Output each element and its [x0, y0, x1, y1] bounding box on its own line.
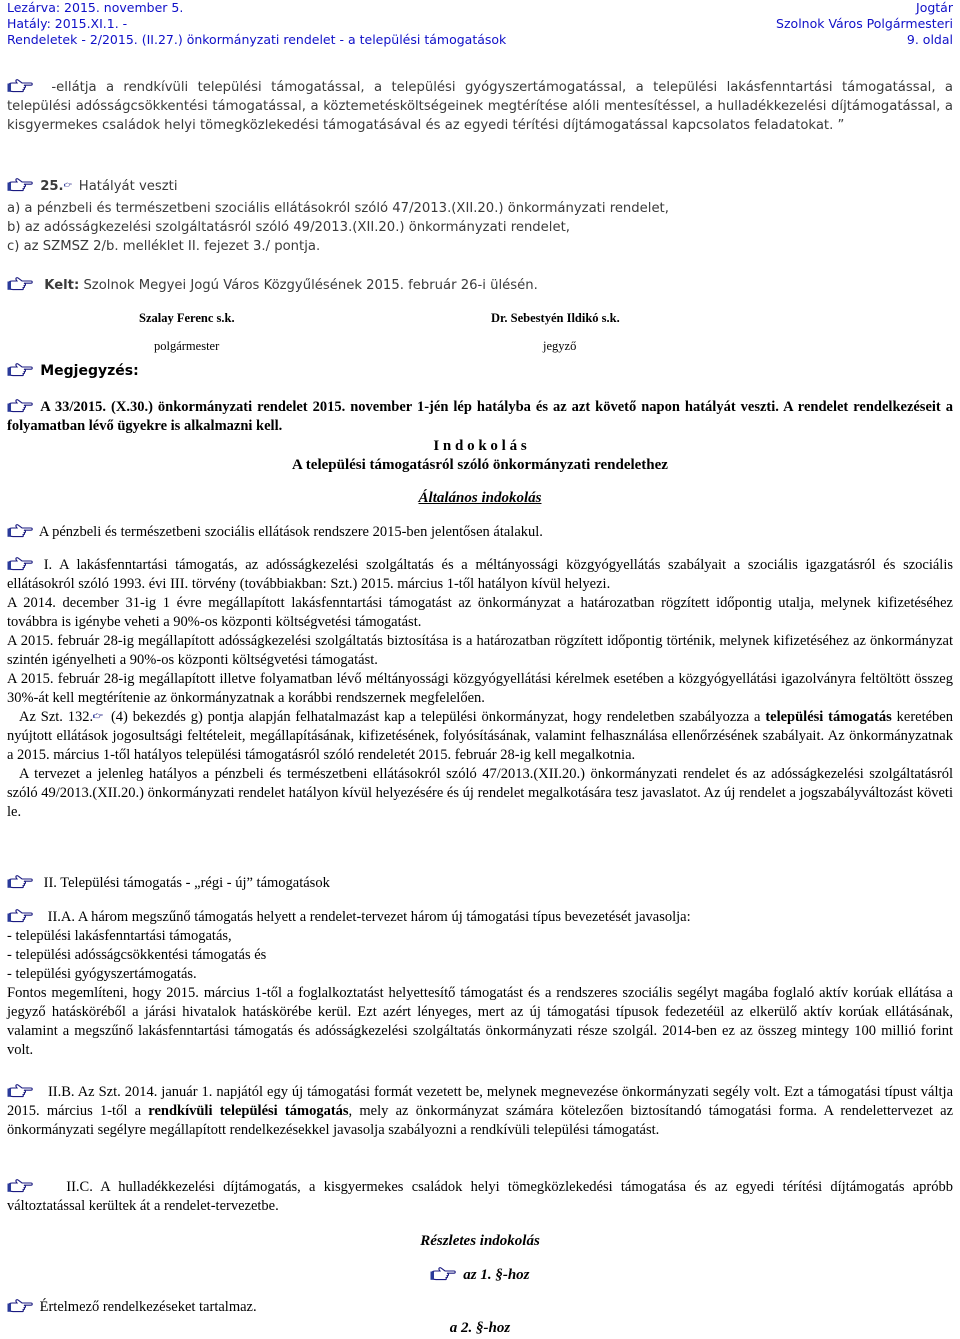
header-issuer: Szolnok Város Polgármesteri: [776, 16, 953, 31]
indokolas-title: I n d o k o l á s: [433, 438, 527, 454]
section-25-text: Hatályát veszti: [78, 179, 178, 194]
hand-pointer-icon[interactable]: [7, 556, 33, 571]
signature-2-title: jegyző: [543, 339, 577, 353]
hand-pointer-icon[interactable]: [7, 908, 33, 923]
indokolas-subtitle: A települési támogatásról szóló önkormányzati rendelethez: [292, 457, 668, 473]
link-icon[interactable]: [93, 708, 103, 723]
tervezet-paragraph: A tervezet a jelenleg hatályos a pénzbeli és természetbeni ellátásokról szóló 47/2013.(XII.20.) önkormányzati rendelet és az adósságkezelési szolgáltatásról szóló 49/2013.(XII.20.) önkormányzati rendelet hatályon kívül helyezésére és új rendelet megalkotására tesz javaslatot. Az új rendelet a jogszabályváltozást követi le.: [7, 766, 953, 820]
section-IIA-item: - települési lakásfenntartási támogatás,: [7, 928, 232, 944]
section-I-p2: A 2014. december 31-ig 1 évre megállapított lakásfenntartási támogatást az önkormányzat a határozatban rögzített időpontig utalja, melynek kifizetéséhez továbbra is igénybe veheti a 90%-os központi költségvetési támogatást.: [7, 595, 953, 630]
az-1-heading: az 1. §-hoz: [7, 1266, 953, 1285]
hand-pointer-icon[interactable]: [430, 1266, 456, 1281]
szt132-paragraph: Az Szt. 132. (4) bekezdés g) pontja alapján felhatalmazást kap a települési önkormányzat, hogy rendeletben szabályozza a települési támogatás keretében nyújtott ellátások jogosultsági feltételeit, megállapításának, kifizetésének, folyósításának, valamint felhasználása ellenőrzésének szabályait. Az önkormányzatnak a 2015. március 1-től hatályos települési támogatásról szóló rendeletét 2015. február 28-ig kell megalkotnia.: [7, 709, 953, 763]
section-25-item-c: c) az SZMSZ 2/b. melléklet II. fejezet 3./ pontja.: [7, 239, 321, 254]
signature-1-title: polgármester: [154, 339, 220, 353]
ertelmezo-paragraph: Értelmező rendelkezéseket tartalmaz.: [7, 1298, 953, 1317]
kelt-line: [7, 276, 953, 295]
section-25: [7, 177, 953, 256]
header-lezarva: Lezárva: 2015. november 5.: [7, 0, 184, 15]
section-IIA: II.A. A három megszűnő támogatás helyett a rendelet-tervezet három új támogatási típus bevezetését javasolja: - települési lakásfenntartási támogatás, - települési adósságcsökkentési támogatás és - települési gyógyszertámogatás. Fontos megemlíteni, hogy 2015. március 1-től a foglalkoztatást helyettesítő támogatást és a rendszeres szociális segélyt magába foglaló aktív korúak ellátása a jegyző hatásköréből a járási hivatalok hatáskörébe kerül. Ezt azért lényeges, mert az új támogatási típusok fedezetéül az elkerülő aktív korúak ellátásának, valamint a megszűnő lakásfenntartási támogatás és adósságkezelési szolgáltatás önkormányzati része szolgál. 2014-ben ez az összeg mintegy 100 millió forint volt.: [7, 909, 953, 1058]
hand-pointer-icon[interactable]: [7, 362, 33, 377]
header-left: [7, 0, 506, 48]
kelt-text: Szolnok Megyei Jogú Város Közgyűlésének 2015. február 26-i ülésén.: [83, 278, 538, 293]
kelt-label: Kelt:: [44, 278, 80, 293]
section-I: I. A lakásfenntartási támogatás, az adósságkezelési szolgáltatás és a méltányossági közgyógyellátás szabályait a szociális igazgatásról és szociális ellátásokról szóló 1993. évi III. törvény (továbbiakban: Szt.) 2015. március 1-től hatályon kívül helyezi. A 2014. december 31-ig 1 évre megállapított lakásfenntartási támogatást az önkormányzat a határozatban rögzített időpontig utalja, melynek kifizetéséhez továbbra is igénybe veheti a 90%-os központi költségvetési támogatást. A 2015. február 28-ig megállapított adósságkezelési szolgáltatás biztosítása is a határozatban rögzített időpontig történik, melynek kifizetéséhez az önkormányzat szintén igényelheti a 90%-os központi költségvetési támogatást. A 2015. február 28-ig megállapított illetve folyamatban lévő méltányossági közgyógyellátási kérelmek esetében a közgyógyellátási igazolványra feltöltött összeg 30%-át kell megtérítenie az önkormányzatnak a korábbi rendszernek megfelelően. Az Szt. 132. (4) bekezdés g) pontja alapján felhatalmazást kap a települési önkormányzat, hogy rendeletben szabályozza a települési támogatás keretében nyújtott ellátások jogosultsági feltételeit, megállapításának, kifizetésének, folyósításának, valamint felhasználása ellenőrzésének szabályait. Az önkormányzatnak a 2015. március 1-től hatályos települési támogatásról szóló rendeletét 2015. február 28-ig kell megalkotnia. A tervezet a jelenleg hatályos a pénzbeli és természetbeni ellátásokról szóló 47/2013.(XII.20.) önkormányzati rendelet és az adósságkezelési szolgáltatásról szóló 49/2013.(XII.20.) önkormányzati rendelet hatályon kívül helyezésére és új rendelet megalkotására tesz javaslatot. Az új rendelet a jogszabályváltozást követi le.: [7, 557, 953, 820]
link-icon[interactable]: [64, 177, 72, 192]
header-right: [776, 0, 953, 48]
page-header: [7, 0, 953, 48]
section-IIB: II.B. Az Szt. 2014. január 1. napjától egy új támogatási formát vezetett be, melynek megnevezése önkormányzati segély volt. Ezt a támogatási típust váltja 2015. március 1-től a rendkívüli települési támogatás, mely az önkormányzat számára kötelezően biztosítandó támogatási forma. A rendelettervezet az önkormányzati segélyre megállapított rendelkezésekkel javasolja szabályozni a rendkívüli települési támogatást.: [7, 1084, 954, 1138]
altalanos-paragraph: A pénzbeli és természetbeni szociális ellátások rendszere 2015-ben jelentősen átalakul.: [7, 523, 953, 542]
hand-pointer-icon[interactable]: [7, 1178, 33, 1193]
hand-pointer-icon[interactable]: [7, 276, 33, 291]
signature-2-name: Dr. Sebestyén Ildikó s.k.: [491, 311, 620, 325]
section-II-title: II. Települési támogatás - „régi - új” támogatások: [7, 874, 953, 893]
megjegyzes-line: [7, 362, 953, 381]
intro-paragraph: -ellátja a rendkívüli települési támogatással, a települési gyógyszertámogatással, a települési lakásfenntartási támogatással, a települési adósságcsökkentési támogatással, a köztemetésköltségeinek megtérítése alóli mentesítéssel, a hulladékkezelési díjtámogatással, a kisgyermekes családok helyi tömegközlekedési támogatásával és az egyedi térítési díjtámogatással kapcsolatos feladatokat. ”: [7, 80, 953, 133]
hand-pointer-icon[interactable]: [7, 398, 33, 413]
section-25-item-b: b) az adósságkezelési szolgáltatásról szóló 49/2013.(XII.20.) önkormányzati rendelet,: [7, 220, 570, 235]
section-25-number: 25.: [40, 179, 64, 194]
hand-pointer-icon[interactable]: [7, 78, 33, 93]
hand-pointer-icon[interactable]: [7, 177, 33, 192]
section-IIA-paragraph: Fontos megemlíteni, hogy 2015. március 1-től a foglalkoztatást helyettesítő támogatást és a rendszeres szociális segélyt magába foglaló aktív korúak ellátása a jegyző hatásköréből a járási hivatalok hatáskörébe kerül. Ezt azért lényeges, mert az új támogatási típusok fedezetéül az elkerülő aktív korúak ellátásának, valamint a megszűnő lakásfenntartási támogatás és adósságkezelési szolgáltatás önkormányzati része szolgál. 2014-ben ez az összeg mintegy 100 millió forint volt.: [7, 985, 953, 1058]
megjegyzes-label: Megjegyzés:: [40, 363, 139, 379]
section-25-item-a: a) a pénzbeli és természetbeni szociális ellátásokról szóló 47/2013.(XII.20.) önkormányzati rendelet,: [7, 201, 669, 216]
altalanos-heading: Általános indokolás: [418, 490, 542, 506]
hand-pointer-icon[interactable]: [7, 1298, 33, 1313]
header-jogtar: Jogtár: [916, 0, 953, 15]
reszletes-heading: Részletes indokolás: [420, 1233, 540, 1249]
header-hataly: Hatály: 2015.XI.1. -: [7, 16, 128, 31]
section-I-p4: A 2015. február 28-ig megállapított illetve folyamatban lévő méltányossági közgyógyellátási kérelmek esetében a közgyógyellátási igazolványra feltöltött összeg 30%-át kell megtérítenie az önkormányzatnak a korábbi rendszernek megfelelően.: [7, 671, 953, 706]
note-paragraph: A 33/2015. (X.30.) önkormányzati rendelet 2015. november 1-jén lép hatályba és az azt követő napon hatályát veszti. A rendelet rendelkezéseit a folyamatban lévő ügyekre is alkalmazni kell.: [7, 399, 953, 434]
section-IIC: II.C. A hulladékkezelési díjtámogatás, a kisgyermekes családok helyi tömegközlekedési támogatása és az egyedi térítési díjtámogatás apróbb változtatással kerültek át a rendelet-tervezetbe.: [7, 1179, 953, 1214]
signature-1-name: Szalay Ferenc s.k.: [139, 311, 235, 325]
hand-pointer-icon[interactable]: [7, 874, 33, 889]
hand-pointer-icon[interactable]: [7, 1083, 33, 1098]
section-IIA-item: - települési gyógyszertámogatás.: [7, 966, 197, 982]
section-IIA-item: - települési adósságcsökkentési támogatás és: [7, 947, 267, 963]
section-I-p3: A 2015. február 28-ig megállapított adósságkezelési szolgáltatás biztosítása is a határozatban rögzített időpontig történik, melynek kifizetéséhez az önkormányzat szintén igényelheti a 90%-os központi költségvetési támogatást.: [7, 633, 953, 668]
header-rendelet: Rendeletek - 2/2015. (II.27.) önkormányzati rendelet - a települési támogatások: [7, 32, 507, 47]
header-page-number: 9. oldal: [906, 32, 953, 47]
hand-pointer-icon[interactable]: [7, 523, 33, 538]
a-2-heading: a 2. §-hoz: [449, 1320, 511, 1336]
